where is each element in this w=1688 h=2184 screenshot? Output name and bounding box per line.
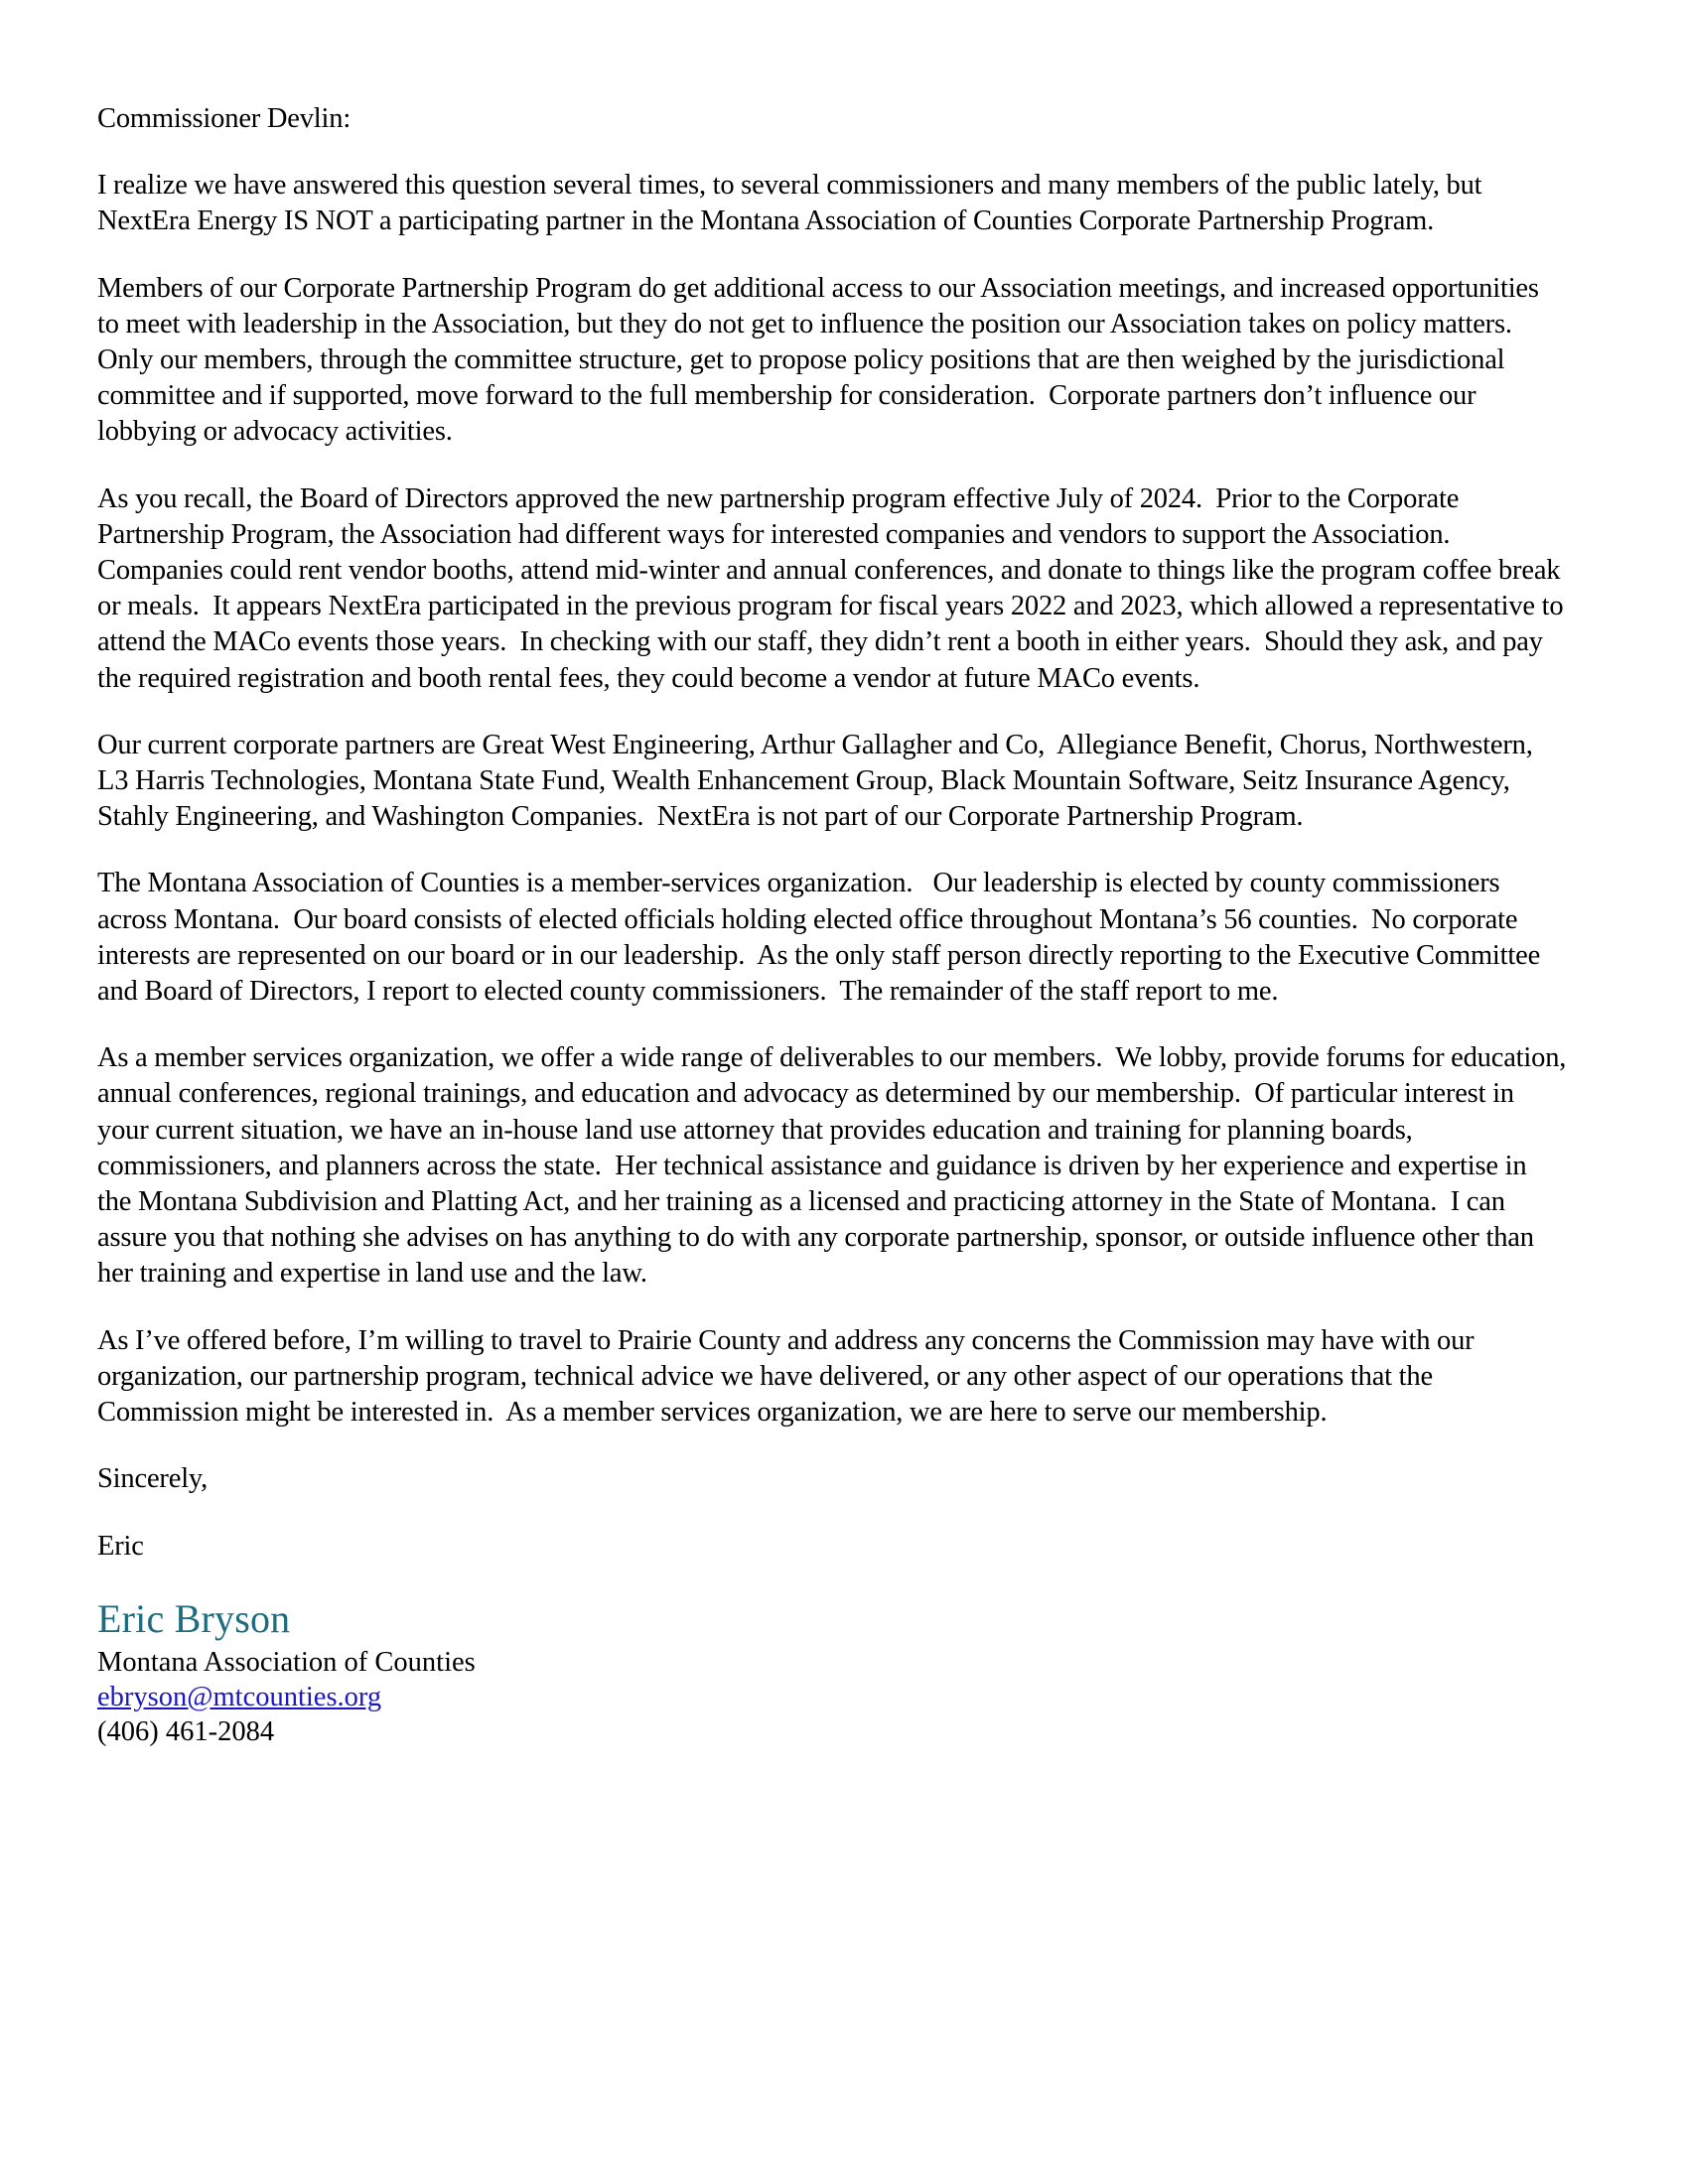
paragraph-3: As you recall, the Board of Directors approved the new partnership program effective July of 2024. Prior to the Corporate Partnership Program, the Association had different ways for interested companies and vendors to support the Association. Companies could rent vendor booths, attend mid-winter and annual conferences, and donate to things like the program coffee break or meals. It appears NextEra participated in the previous program for fiscal years 2022 and 2023, which allowed a representative to attend the MACo events those years. In checking with our staff, they didn’t rent a booth in either years. Should they ask, and pay the required registration and booth rental fees, they could become a vendor at future MACo events. (97, 482, 1571, 694)
signature-email-link[interactable]: ebryson@mtcounties.org (97, 1681, 382, 1712)
letter-body (97, 101, 1573, 1749)
signature-organization: Montana Association of Counties (97, 1646, 476, 1678)
paragraph-7-offer: As I’ve offered before, I’m willing to travel to Prairie County and address any concerns the Commission may have with our organization, our partnership program, technical advice we have delivered, or any other aspect of our operations that the Commission might be interested in. As a member services organization, we are here to serve our membership. (97, 1324, 1481, 1429)
signature-first-name: Eric (97, 1530, 144, 1562)
paragraph-2: Members of our Corporate Partnership Program do get additional access to our Association meetings, and increased opportunities to meet with leadership in the Association, but they do not get to influence the position our Association takes on policy matters. Only our members, through the committee structure, get to propose policy positions that are then weighed by the jurisdictional committee and if supported, move forward to the full membership for consideration. Corporate partners don’t influence our lobbying or advocacy activities. (97, 272, 1546, 448)
signature-phone: (406) 461-2084 (97, 1715, 275, 1747)
paragraph-6-deliverables: As a member services organization, we offer a wide range of deliverables to our members. We lobby, provide forums for education, annual conferences, regional trainings, and education and advocacy as determined by our membership. Of particular interest in your current situation, we have an in-house land use attorney that provides education and training for planning boards, commissioners, and planners across the state. Her technical assistance and guidance is driven by her experience and expertise in the Montana Subdivision and Platting Act, and her training as a licensed and practicing attorney in the State of Montana. I can assure you that nothing she advises on has anything to do with any corporate partnership, sponsor, or outside influence other than her training and expertise in land use and the law. (97, 1042, 1573, 1290)
signature-email-line (97, 1680, 1567, 1714)
paragraph-5-organization: The Montana Association of Counties is a member-services organization. Our leadership is elected by county commissioners across Montana. Our board consists of elected officials holding elected office throughout Montana’s 56 counties. No corporate interests are represented on our board or in our leadership. As the only staff person directly reporting to the Executive Committee and Board of Directors, I report to elected county commissioners. The remainder of the staff report to me. (97, 868, 1547, 1008)
signature-block (97, 1595, 1567, 1749)
signature-full-name: Eric Bryson (97, 1595, 291, 1641)
closing-line: Sincerely, (97, 1463, 209, 1495)
salutation: Commissioner Devlin: (97, 103, 352, 134)
paragraph-1: I realize we have answered this question several times, to several commissioners and many members of the public lately, but NextEra Energy IS NOT a participating partner in the Montana Association of Counties Corporate Partnership Program. (97, 170, 1489, 237)
paragraph-4-corporate-partners: Our current corporate partners are Great West Engineering, Arthur Gallagher and Co, Allegiance Benefit, Chorus, Northwestern, L3 Harris Technologies, Montana State Fund, Wealth Enhancement Group, Black Mountain Software, Seitz Insurance Agency, Stahly Engineering, and Washington Companies. NextEra is not part of our Corporate Partnership Program. (97, 729, 1540, 833)
